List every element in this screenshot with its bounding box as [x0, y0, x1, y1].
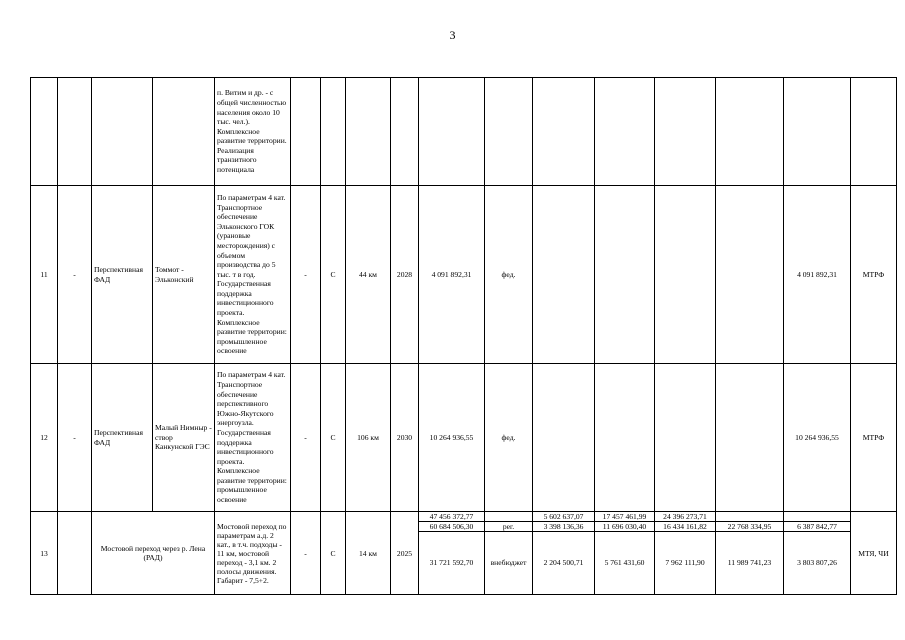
row-length: 44 км: [346, 186, 391, 364]
row-col7: С: [321, 364, 346, 512]
table-row: [31, 364, 897, 512]
row-last-amount: 4 091 892,31: [784, 186, 851, 364]
row-col6: -: [291, 186, 321, 364]
row-col7: С: [321, 186, 346, 364]
row-col7: С: [321, 512, 346, 595]
row-year: 2030: [391, 364, 419, 512]
table-row: [31, 512, 897, 522]
table-row: [31, 186, 897, 364]
fin-y1: 3 398 136,36: [533, 522, 595, 532]
page-number: 3: [449, 28, 456, 42]
row-number: 11: [31, 186, 58, 364]
row-name: Мостовой переход через р. Лена (РАД): [92, 512, 215, 595]
fin-y2: 11 696 030,40: [595, 522, 655, 532]
row-number: 13: [31, 512, 58, 595]
fin-y3: 7 962 111,90: [655, 532, 716, 595]
fin-y4: [716, 512, 784, 522]
fin-y5: 3 803 807,26: [784, 532, 851, 595]
row-source: фед.: [485, 364, 533, 512]
row-total: 10 264 936,55: [419, 364, 485, 512]
fin-y1: 5 602 637,07: [533, 512, 595, 522]
row-year: 2025: [391, 512, 419, 595]
row-name: Малый Нимныр - створ Канкунской ГЭС: [153, 364, 215, 512]
fin-y3: 24 396 273,71: [655, 512, 716, 522]
fin-y4: 11 989 741,23: [716, 532, 784, 595]
fin-y2: 5 761 431,60: [595, 532, 655, 595]
row-length: 14 км: [346, 512, 391, 595]
row-name: Томмот - Эльконский: [153, 186, 215, 364]
row-description: По параметрам 4 кат. Транспортное обеспечение Эльконского ГОК (урановые месторождения) с объемом производства до 5 тыс. т в год. Государственная поддержка инвестиционного проекта. Комплексное развитие территории: промышленное освоение: [215, 186, 291, 364]
fin-source: рег.: [485, 522, 533, 532]
row-code: -: [58, 186, 92, 364]
fin-total: 60 684 506,30: [419, 522, 485, 532]
table-row: [31, 78, 897, 186]
row-col6: -: [291, 364, 321, 512]
fin-y5: [784, 512, 851, 522]
fin-y5: 6 387 842,77: [784, 522, 851, 532]
row-col6: -: [291, 512, 321, 595]
fin-total: 47 456 372,77: [419, 512, 485, 522]
row-responsible: МТРФ: [851, 364, 897, 512]
fin-y1: 2 204 500,71: [533, 532, 595, 595]
row-description: По параметрам 4 кат. Транспортное обеспечение перспективного Южно-Якутского энергоузла. Государственная поддержка инвестиционного проекта. Комплексное развитие территории: промышленное освоение: [215, 364, 291, 512]
row-number: 12: [31, 364, 58, 512]
row-description: п. Витим и др. - с общей численностью населения около 10 тыс. чел.). Комплексное развитие территории. Реализация транзитного потенциала: [215, 78, 291, 186]
row-year: 2028: [391, 186, 419, 364]
fin-y4: 22 768 334,95: [716, 522, 784, 532]
fin-source: внебюджет: [485, 532, 533, 595]
row-total: 4 091 892,31: [419, 186, 485, 364]
projects-table: [30, 77, 897, 595]
fin-y2: 17 457 461,99: [595, 512, 655, 522]
row-responsible: МТРФ: [851, 186, 897, 364]
row-code: -: [58, 364, 92, 512]
row-responsible: МТЯ, ЧИ: [851, 512, 897, 595]
row-description: Мостовой переход по параметрам а.д. 2 кат., в т.ч. подходы - 11 км, мостовой переход - 3,1 км. 2 полосы движения. Габарит - 7,5+2.: [215, 512, 291, 595]
fin-source: [485, 512, 533, 522]
row-length: 106 км: [346, 364, 391, 512]
fin-total: 31 721 592,70: [419, 532, 485, 595]
row-type: Перспективная ФАД: [92, 364, 153, 512]
row-source: фед.: [485, 186, 533, 364]
row-type: Перспективная ФАД: [92, 186, 153, 364]
fin-y3: 16 434 161,82: [655, 522, 716, 532]
row-last-amount: 10 264 936,55: [784, 364, 851, 512]
